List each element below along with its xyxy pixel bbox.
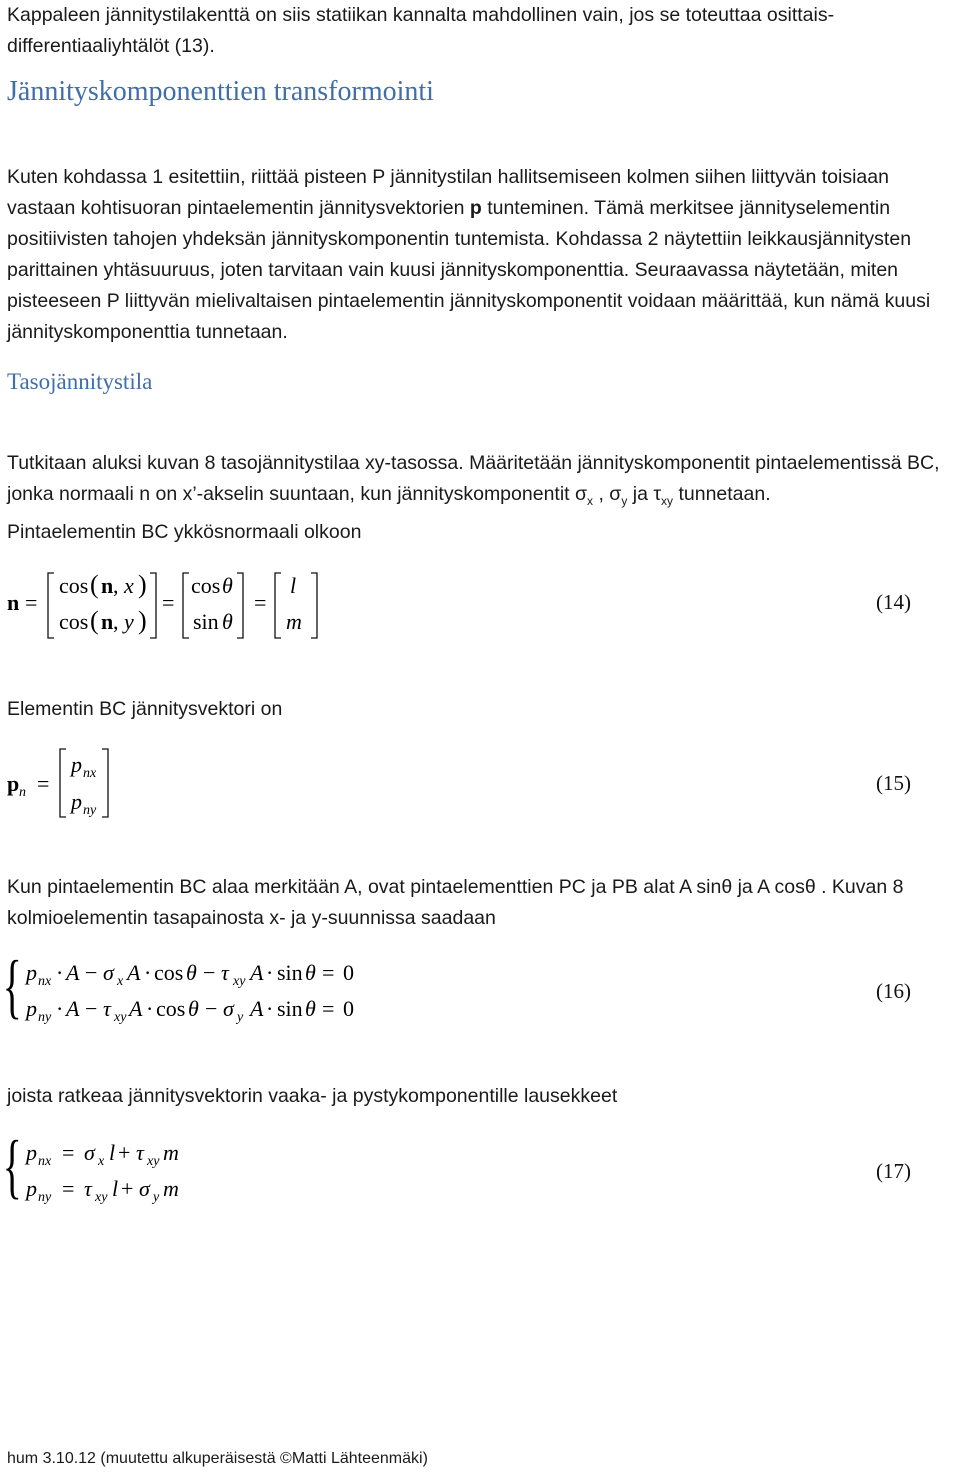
svg-text:·: · xyxy=(266,996,274,1021)
svg-text:σ: σ xyxy=(223,996,234,1021)
svg-text:σ: σ xyxy=(103,960,114,985)
svg-text:n: n xyxy=(101,573,114,598)
stress-vector-paragraph: Elementin BC jännitysvektori on xyxy=(7,698,283,720)
para-bold-p: p xyxy=(469,197,482,219)
svg-text:cos: cos xyxy=(191,573,221,598)
svg-text:A: A xyxy=(127,960,141,985)
svg-text:=: = xyxy=(322,960,335,985)
svg-text:·: · xyxy=(266,960,274,985)
svg-text:p: p xyxy=(71,789,82,814)
svg-text:p: p xyxy=(71,752,82,777)
svg-text:=: = xyxy=(322,996,335,1021)
svg-text:m: m xyxy=(163,1176,179,1201)
svg-text:xy: xy xyxy=(95,1190,108,1205)
svg-text:−: − xyxy=(205,996,218,1021)
svg-text:x: x xyxy=(117,974,124,989)
equation-16-graphic xyxy=(0,945,960,1032)
subsection-heading: Tasojännitystila xyxy=(7,369,153,394)
svg-text:−: − xyxy=(85,960,98,985)
svg-text:ny: ny xyxy=(38,1010,52,1025)
svg-text:xy: xy xyxy=(114,1010,127,1025)
svg-text:y: y xyxy=(153,1190,160,1205)
svg-text:l: l xyxy=(112,1176,119,1201)
svg-text:θ: θ xyxy=(222,573,233,598)
svg-text:0: 0 xyxy=(343,960,354,985)
svg-text:l: l xyxy=(109,1140,116,1165)
svg-text:+: + xyxy=(121,1176,134,1201)
sub-x: x xyxy=(587,493,594,508)
svg-text:,: , xyxy=(113,609,119,634)
svg-text:ny: ny xyxy=(83,803,97,818)
svg-text:0: 0 xyxy=(343,996,354,1021)
svg-text:−: − xyxy=(203,960,216,985)
svg-text:cos: cos xyxy=(59,573,89,598)
equation-14 xyxy=(0,560,960,650)
equation-14-graphic xyxy=(0,560,960,650)
plane-text-d: tunnetaan. xyxy=(673,483,771,505)
para-text-a: Kuten kohdassa 1 esitettiin, riittää pisteen P jännitystilan hallitsemiseen kolmen siihen liittyvän toisiaan vastaan kohtisuoran pintaelementin jännitysvektorien xyxy=(7,166,889,219)
svg-text:(: ( xyxy=(90,570,99,599)
svg-text:θ: θ xyxy=(305,960,316,985)
svg-text:n: n xyxy=(7,590,20,615)
equation-15 xyxy=(0,744,960,824)
equation-17-graphic xyxy=(0,1125,960,1212)
svg-text:sin: sin xyxy=(193,609,219,634)
intro-paragraph xyxy=(7,0,940,62)
svg-text:τ: τ xyxy=(221,960,229,985)
svg-text:l: l xyxy=(290,573,297,598)
svg-text:θ: θ xyxy=(222,609,233,634)
svg-text:p: p xyxy=(26,996,37,1021)
svg-text:xy: xy xyxy=(147,1154,160,1169)
plane-stress-paragraph xyxy=(7,448,940,548)
svg-text:{: { xyxy=(2,1125,22,1207)
svg-text:sin: sin xyxy=(277,996,303,1021)
plane-text-e: Pintaelementin BC ykkösnormaali olkoon xyxy=(7,520,362,543)
plane-text-a: Tutkitaan aluksi kuvan 8 tasojännitystilaa xy-tasossa. Määritetään jännityskomponentit pintaelementissä BC, jonka normaali n on x’-akselin suuntaan, kun jännityskomponentit σ xyxy=(7,452,940,505)
svg-text:nx: nx xyxy=(38,1154,52,1169)
para-text-b: tunteminen. Tämä merkitsee jännityselementin positiivisten tahojen yhdeksän jännityskomponentin tuntemista. Kohdassa 2 näytettiin leikkausjännitysten parittainen yhtäsuuruus, joten tarvitaan vain kuusi jännityskomponenttia. Seuraavassa näytetään, miten pisteeseen P liittyvän mielivaltaisen pintaelementin jännityskomponentit voidaan määrittää, kun nämä kuusi jännityskomponenttia tunnetaan. xyxy=(7,197,931,343)
svg-text:A: A xyxy=(129,996,143,1021)
svg-text:p: p xyxy=(7,771,20,796)
svg-text:): ) xyxy=(138,606,147,635)
svg-text:τ: τ xyxy=(84,1176,92,1201)
svg-text:cos: cos xyxy=(154,960,184,985)
svg-text:(: ( xyxy=(90,606,99,635)
equation-17-number: (17) xyxy=(876,1159,911,1183)
svg-text:=: = xyxy=(62,1140,75,1165)
svg-text:θ: θ xyxy=(305,996,316,1021)
section-heading: Jännityskomponenttien transformointi xyxy=(7,76,434,107)
svg-text:ny: ny xyxy=(38,1190,52,1205)
svg-text:σ: σ xyxy=(139,1176,150,1201)
section-paragraph xyxy=(7,162,940,348)
svg-text:=: = xyxy=(62,1176,75,1201)
svg-text:sin: sin xyxy=(277,960,303,985)
svg-text:cos: cos xyxy=(156,996,186,1021)
svg-text:−: − xyxy=(85,996,98,1021)
svg-text:=: = xyxy=(254,590,267,615)
equation-15-graphic xyxy=(0,744,960,824)
svg-text:A: A xyxy=(66,960,80,985)
svg-text:{: { xyxy=(2,945,22,1027)
svg-text:x: x xyxy=(98,1154,105,1169)
sub-y: y xyxy=(621,493,628,508)
svg-text:=: = xyxy=(37,771,50,796)
svg-text:A: A xyxy=(250,996,264,1021)
plane-text-c: ja τ xyxy=(627,483,662,505)
svg-text:·: · xyxy=(144,960,152,985)
page-footer: hum 3.10.12 (muutettu alkuperäisestä ©Matti Lähteenmäki) xyxy=(7,1450,428,1467)
svg-text:m: m xyxy=(286,609,302,634)
plane-text-b: , σ xyxy=(593,483,622,505)
svg-text:τ: τ xyxy=(136,1140,144,1165)
svg-text:nx: nx xyxy=(83,766,97,781)
equation-17 xyxy=(0,1125,960,1212)
intro-line-2: differentiaaliyhtälöt (13). xyxy=(7,35,215,57)
equation-16 xyxy=(0,945,960,1032)
intro-line-1: Kappaleen jännitystilakenttä on siis statiikan kannalta mahdollinen vain, jos se toteuttaa osittais- xyxy=(7,4,835,26)
svg-text:): ) xyxy=(138,570,147,599)
svg-text:cos: cos xyxy=(59,609,89,634)
svg-text:p: p xyxy=(26,1140,37,1165)
svg-text:n: n xyxy=(19,785,26,800)
svg-text:θ: θ xyxy=(186,960,197,985)
svg-text:nx: nx xyxy=(38,974,52,989)
svg-text:xy: xy xyxy=(233,974,246,989)
svg-text:p: p xyxy=(26,960,37,985)
svg-text:+: + xyxy=(118,1140,131,1165)
svg-text:y: y xyxy=(124,609,134,634)
svg-text:σ: σ xyxy=(84,1140,95,1165)
svg-text:=: = xyxy=(162,590,175,615)
svg-text:θ: θ xyxy=(188,996,199,1021)
equilibrium-paragraph: Kun pintaelementin BC alaa merkitään A, ovat pintaelementtien PC ja PB alat A sinθ ja A cosθ . Kuvan 8 kolmioelementin tasapainosta x- ja y-suunnissa saadaan xyxy=(7,876,904,929)
equation-15-number: (15) xyxy=(876,771,911,795)
svg-text:m: m xyxy=(163,1140,179,1165)
svg-text:·: · xyxy=(146,996,154,1021)
svg-text:A: A xyxy=(250,960,264,985)
svg-text:=: = xyxy=(25,590,38,615)
svg-text:p: p xyxy=(26,1176,37,1201)
svg-text:A: A xyxy=(66,996,80,1021)
sub-xy: xy xyxy=(661,493,674,508)
svg-text:x: x xyxy=(124,573,134,598)
equation-16-number: (16) xyxy=(876,979,911,1003)
svg-text:τ: τ xyxy=(103,996,111,1021)
svg-text:,: , xyxy=(113,573,119,598)
svg-text:·: · xyxy=(56,960,64,985)
solution-paragraph: joista ratkeaa jännitysvektorin vaaka- ja pystykomponentille lausekkeet xyxy=(7,1085,618,1107)
equation-14-number: (14) xyxy=(876,590,911,614)
svg-text:n: n xyxy=(101,609,114,634)
svg-text:·: · xyxy=(56,996,64,1021)
svg-text:y: y xyxy=(237,1010,244,1025)
